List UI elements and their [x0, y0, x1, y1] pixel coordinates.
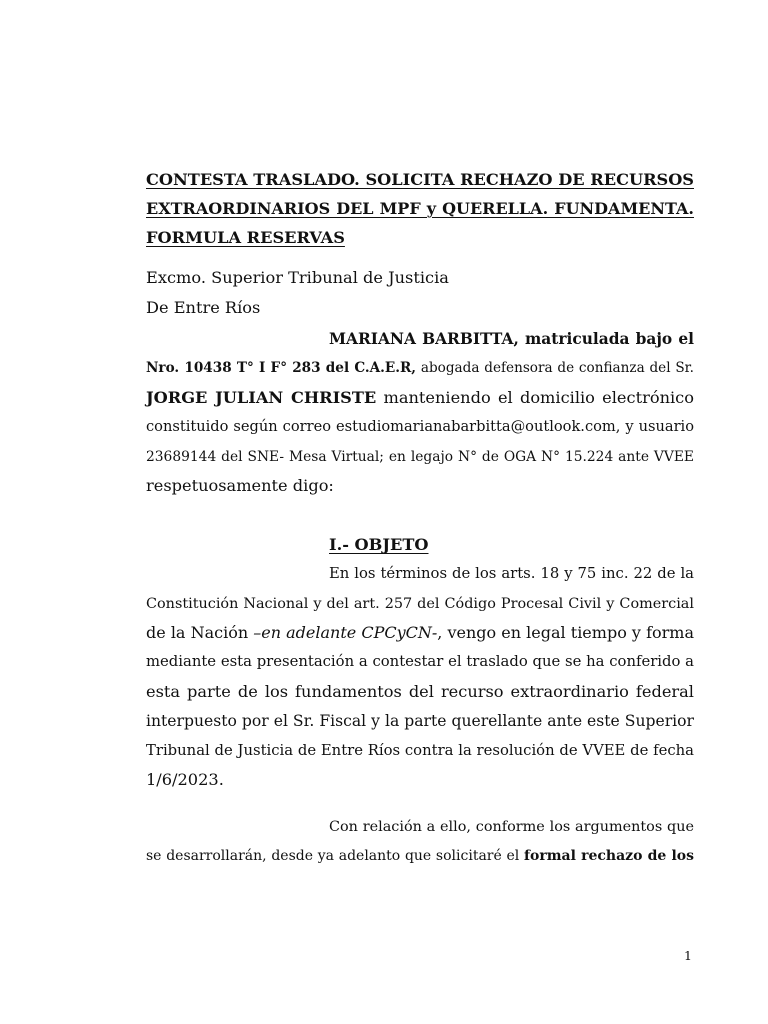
objeto-p1-line-2: Constitución Nacional y del art. 257 del Código Procesal Civil y Comercial	[146, 596, 694, 612]
addressee-line-1: Excmo. Superior Tribunal de Justicia	[146, 268, 449, 287]
objeto-p2-line-2-a: se desarrollarán, desde ya adelanto que solicitaré el	[146, 848, 524, 864]
section-heading-objeto: I.- OBJETO	[329, 535, 429, 554]
document-title-line-1: CONTESTA TRASLADO. SOLICITA RECHAZO DE RECURSOS	[146, 170, 694, 189]
objeto-p1-line-4: mediante esta presentación a contestar el traslado que se ha conferido a	[146, 653, 694, 670]
objeto-p2-line-1: Con relación a ello, conforme los argumentos que	[329, 819, 694, 835]
objeto-p1-line-1: En los términos de los arts. 18 y 75 inc. 22 de la	[329, 565, 694, 582]
objeto-p1-line-8: 1/6/2023.	[146, 770, 224, 789]
intro-line-6: respetuosamente digo:	[146, 476, 334, 495]
intro-line-1: MARIANA BARBITTA, matriculada bajo el	[329, 330, 694, 348]
objeto-p1-line-5: esta parte de los fundamentos del recurso extraordinario federal	[146, 682, 694, 701]
intro-line-4: constituido según correo estudiomarianabarbitta@outlook.com, y usuario	[146, 418, 694, 435]
intro-line-3	[146, 388, 694, 408]
addressee-line-2: De Entre Ríos	[146, 298, 261, 317]
objeto-p2-line-2	[146, 846, 694, 866]
objeto-p2-line-2-bold: formal rechazo de los	[524, 848, 694, 864]
objeto-p1-line-7: Tribunal de Justicia de Entre Ríos contra la resolución de VVEE de fecha	[146, 742, 694, 759]
intro-line-3-text: manteniendo el domicilio electrónico	[376, 388, 694, 407]
intro-line-2	[146, 358, 694, 378]
document-title-line-2: EXTRAORDINARIOS DEL MPF y QUERELLA. FUNDAMENTA.	[146, 199, 694, 218]
client-name: JORGE JULIAN CHRISTE	[146, 388, 377, 407]
objeto-p1-line-3-a: de la Nación	[146, 623, 254, 642]
intro-line-5: 23689144 del SNE- Mesa Virtual; en legajo N° de OGA N° 15.224 ante VVEE	[146, 449, 694, 465]
lawyer-registration: Nro. 10438 T° I F° 283 del C.A.E.R,	[146, 360, 417, 376]
objeto-p1-line-3-italic: –en adelante CPCyCN-	[253, 623, 438, 642]
page-number: 1	[684, 948, 692, 963]
objeto-p1-line-6: interpuesto por el Sr. Fiscal y la parte querellante ante este Superior	[146, 712, 694, 730]
objeto-p1-line-3-b: , vengo en legal tiempo y forma	[437, 623, 694, 642]
intro-line-2-text: abogada defensora de confianza del Sr.	[416, 360, 695, 376]
objeto-p1-line-3	[146, 623, 694, 643]
document-title-line-3: FORMULA RESERVAS	[146, 228, 345, 247]
